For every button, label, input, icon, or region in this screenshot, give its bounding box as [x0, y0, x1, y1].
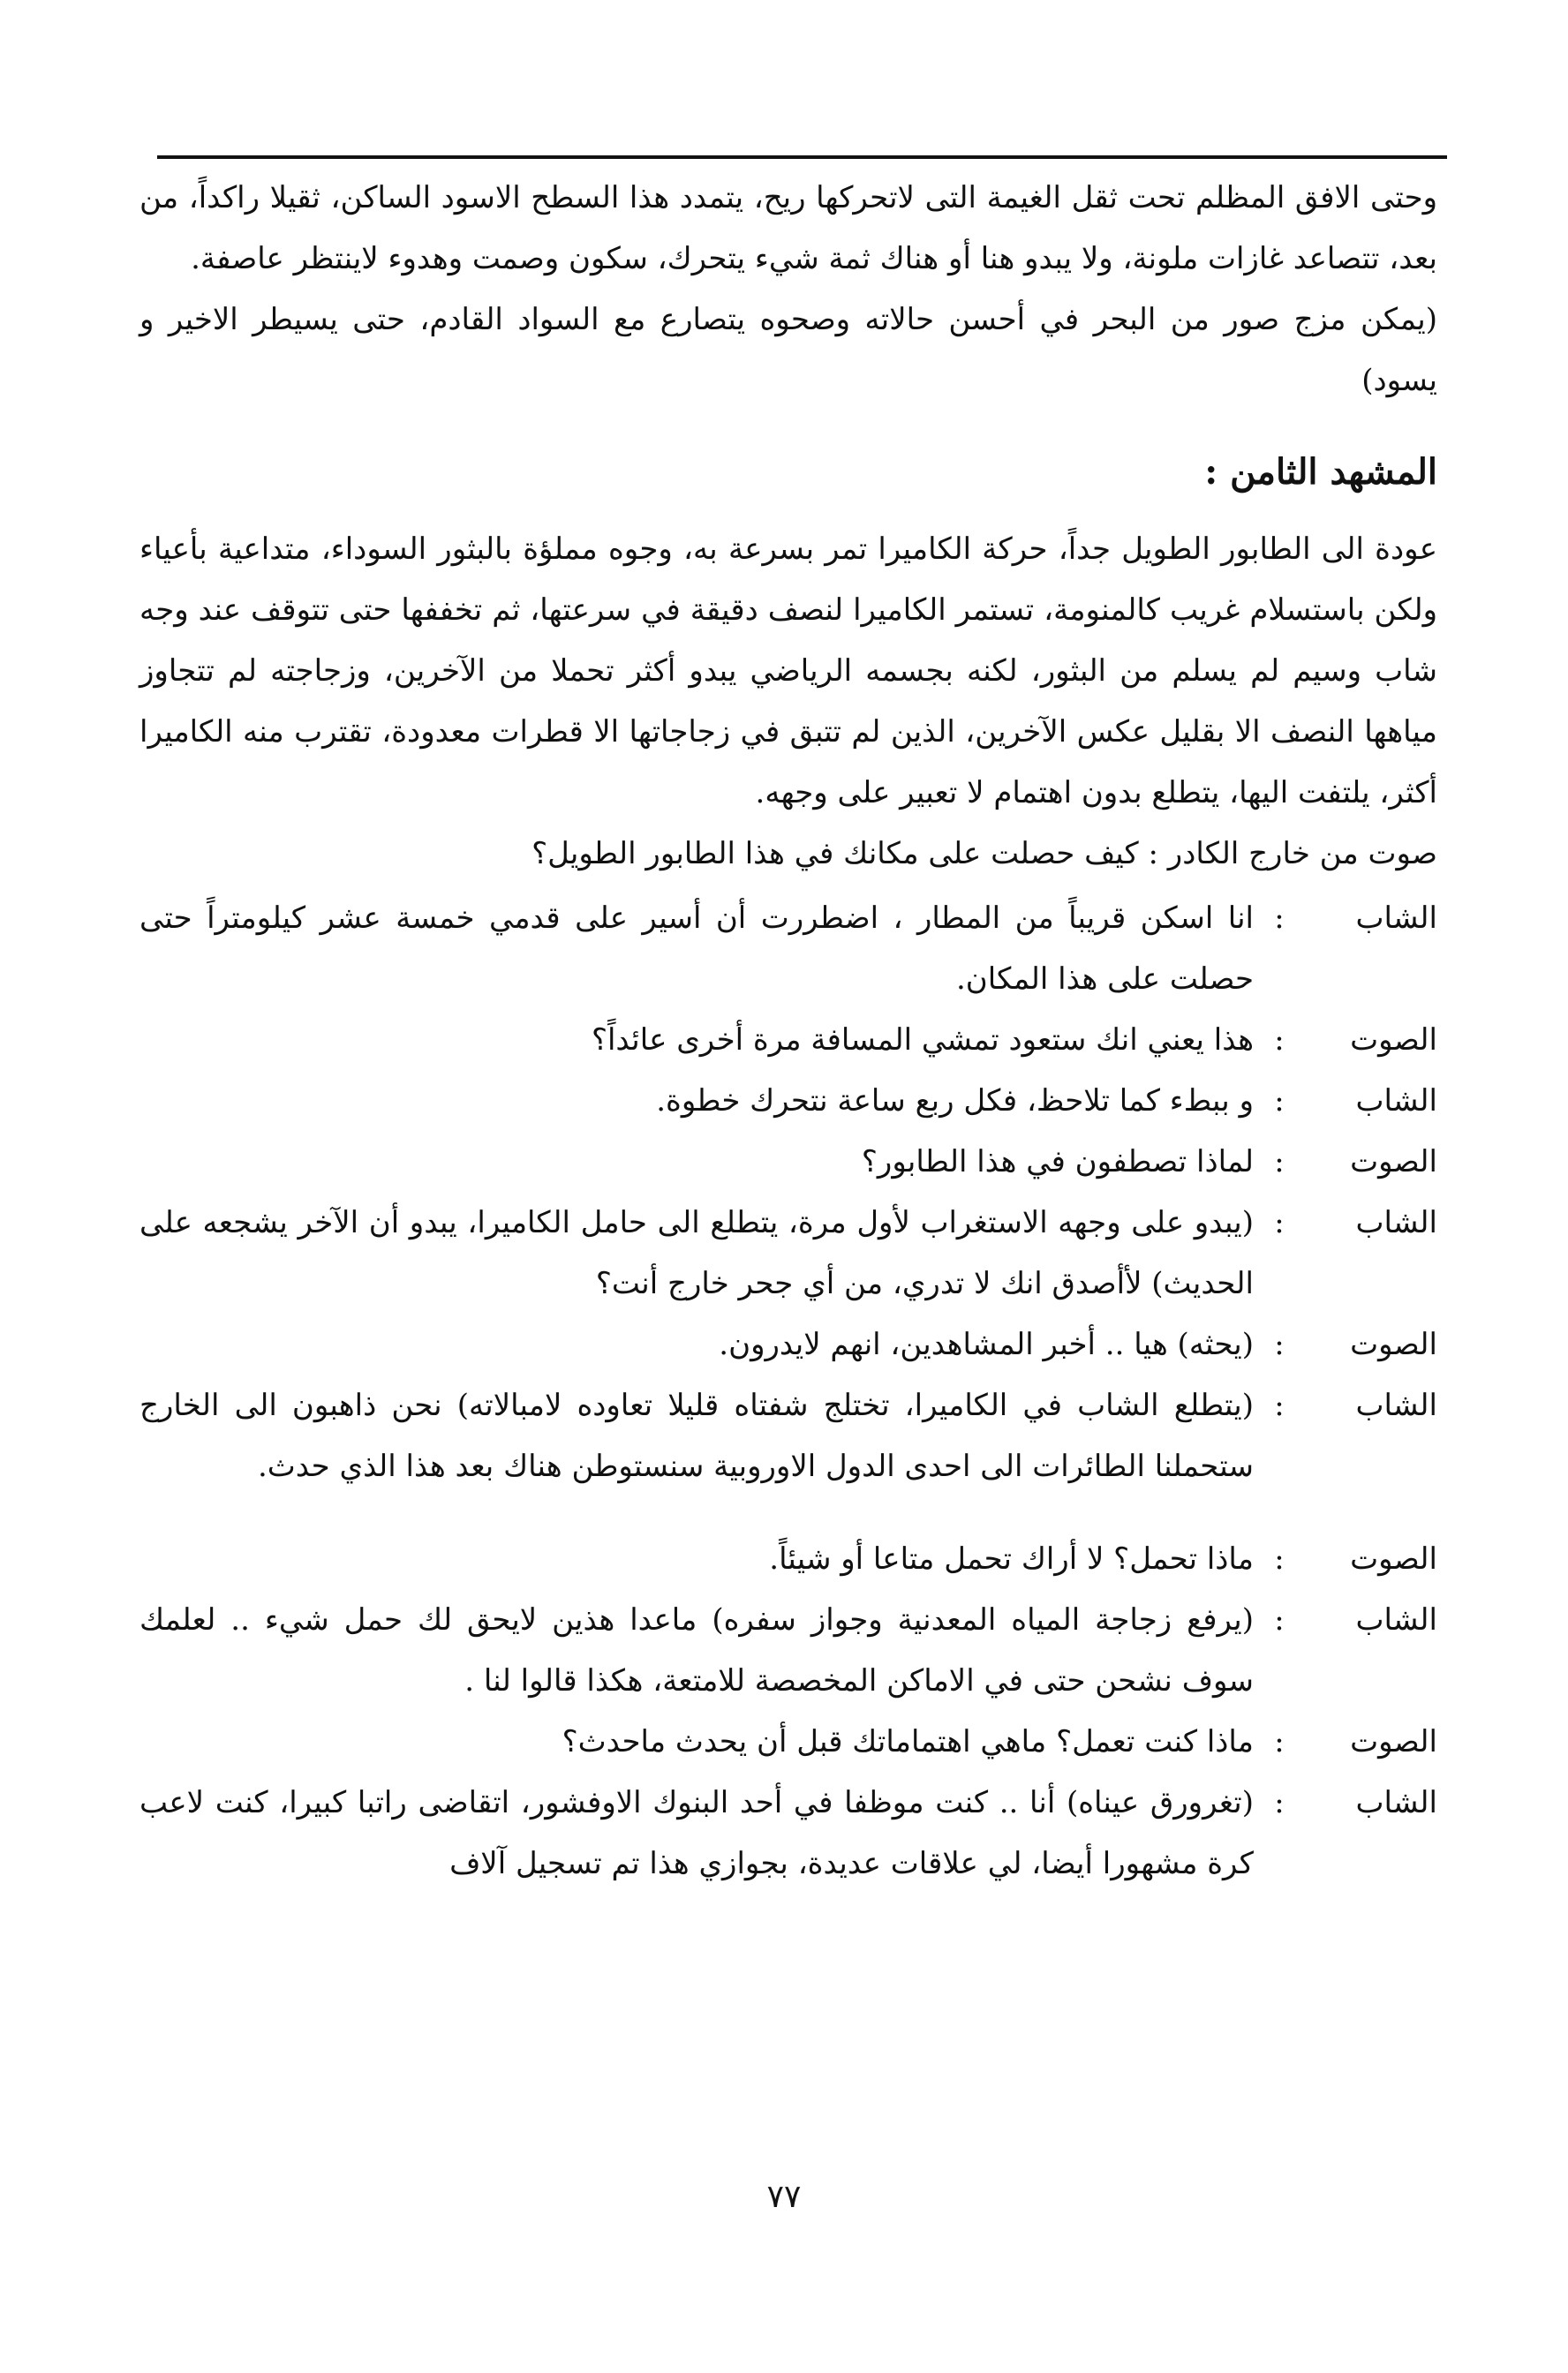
dialogue-line	[139, 1773, 1437, 1895]
speech-text: (يرفع زجاجة المياه المعدنية وجواز سفره) ماعدا هذين لايحق لك حمل شيء .. لعلمك سوف نشحن حتى في الاماكن المخصصة للامتعة، هكذا قالوا لنا .	[139, 1602, 1254, 1699]
speaker-colon: :	[1274, 1083, 1285, 1119]
intro-paragraph-2: (يمكن مزج صور من البحر في أحسن حالاته وصحوه يتصارع مع السواد القادم، حتى يسيطر الاخير و يسود)	[139, 302, 1437, 398]
speech-text: (يبدو على وجهه الاستغراب لأول مرة، يتطلع الى حامل الكاميرا، يبدو أن الآخر يشجعه على الحديث) لأأصدق انك لا تدري، من أي جحر خارج أنت؟	[139, 1205, 1254, 1301]
speaker-colon: :	[1274, 1205, 1285, 1240]
speech-text: هذا يعني انك ستعود تمشي المسافة مرة أخرى عائداً؟	[591, 1022, 1254, 1058]
speaker-name: الشاب	[1355, 1785, 1437, 1820]
speaker-name: الشاب	[1355, 1205, 1437, 1240]
speech-text: ماذا كنت تعمل؟ ماهي اهتماماتك قبل أن يحدث ماحدث؟	[562, 1724, 1254, 1759]
speech-text: (يحثه) هيا .. أخبر المشاهدين، انهم لايدرون.	[719, 1327, 1254, 1362]
dialogue-line	[139, 1010, 1437, 1071]
speaker-colon: :	[1274, 1724, 1285, 1759]
speaker-name: الشاب	[1355, 1083, 1437, 1119]
speaker-colon: :	[1274, 1785, 1285, 1820]
dialogue-line	[139, 1590, 1437, 1712]
speaker-colon: :	[1274, 1541, 1285, 1577]
dialogue-line	[139, 1375, 1437, 1497]
speech-text: (تغرورق عيناه) أنا .. كنت موظفا في أحد البنوك الاوفشور، اتقاضى راتبا كبيرا، كنت لاعب كرة مشهورا أيضا، لي علاقات عديدة، بجوازي هذا تم تسجيل آلاف	[139, 1785, 1254, 1881]
speech-text: و ببطء كما تلاحظ، فكل ربع ساعة نتحرك خطوة.	[656, 1083, 1254, 1119]
page-body	[139, 168, 1437, 1895]
section-title: المشهد الثامن :	[1204, 451, 1437, 493]
speech-text: انا اسكن قريباً من المطار ، اضطررت أن أسير على قدمي خمسة عشر كيلومتراً حتى حصلت على هذا المكان.	[139, 900, 1254, 997]
offscreen-voice-line: صوت من خارج الكادر : كيف حصلت على مكانك في هذا الطابور الطويل؟	[531, 836, 1437, 871]
speaker-colon: :	[1274, 1327, 1285, 1362]
speech-text: (يتطلع الشاب في الكاميرا، تختلج شفتاه قليلا تعاوده لامبالاته) نحن ذاهبون الى الخارج ستحملنا الطائرات الى احدى الدول الاوروبية سنستوطن هناك بعد هذا الذي حدث.	[139, 1388, 1254, 1484]
speaker-name: الصوت	[1350, 1144, 1437, 1179]
speaker-colon: :	[1274, 1022, 1285, 1058]
dialogue-line	[139, 1193, 1437, 1315]
speaker-name: الصوت	[1350, 1541, 1437, 1577]
dialogue-line	[139, 1712, 1437, 1773]
dialogue-line	[139, 1132, 1437, 1193]
speaker-colon: :	[1274, 1602, 1285, 1638]
speaker-name: الصوت	[1350, 1022, 1437, 1058]
dialogue-line	[139, 1071, 1437, 1132]
speaker-colon: :	[1274, 900, 1285, 936]
dialogue	[139, 888, 1437, 1895]
speaker-colon: :	[1274, 1388, 1285, 1423]
speaker-name: الصوت	[1350, 1724, 1437, 1759]
intro-paragraph-1: وحتى الافق المظلم تحت ثقل الغيمة التى لاتحركها ريح، يتمدد هذا السطح الاسود الساكن، ثقيلا راكداً، من بعد، تتصاعد غازات ملونة، ولا يبدو هنا أو هناك ثمة شيء يتحرك، سكون وصمت وهدوء لاينتظر عاصفة.	[139, 180, 1437, 276]
dialogue-line	[139, 1529, 1437, 1590]
top-rule	[157, 155, 1447, 159]
speech-text: ماذا تحمل؟ لا أراك تحمل متاعا أو شيئاً.	[769, 1541, 1254, 1577]
speaker-name: الشاب	[1355, 900, 1437, 936]
speaker-colon: :	[1274, 1144, 1285, 1179]
scene-paragraph: عودة الى الطابور الطويل جداً، حركة الكاميرا تمر بسرعة به، وجوه مملؤة بالبثور السوداء، متداعية بأعياء ولكن باستسلام غريب كالمنومة، تستمر الكاميرا لنصف دقيقة في سرعتها، ثم تخففها حتى تتوقف عند وجه شاب وسيم لم يسلم من البثور، لكنه بجسمه الرياضي يبدو أكثر تحملا من الآخرين، وزجاجته لم تتجاوز مياهها النصف الا بقليل عكس الآخرين، الذين لم تتبق في زجاجاتها الا قطرات معدودة، تقترب منه الكاميرا أكثر، يلتفت اليها، يتطلع بدون اهتمام لا تعبير على وجهه.	[139, 531, 1437, 810]
dialogue-line	[139, 1315, 1437, 1375]
page-number: ٧٧	[766, 2179, 802, 2215]
speaker-name: الصوت	[1350, 1327, 1437, 1362]
speaker-name: الشاب	[1355, 1602, 1437, 1638]
speech-text: لماذا تصطفون في هذا الطابور؟	[861, 1144, 1254, 1179]
dialogue-line	[139, 888, 1437, 1010]
speaker-name: الشاب	[1355, 1388, 1437, 1423]
